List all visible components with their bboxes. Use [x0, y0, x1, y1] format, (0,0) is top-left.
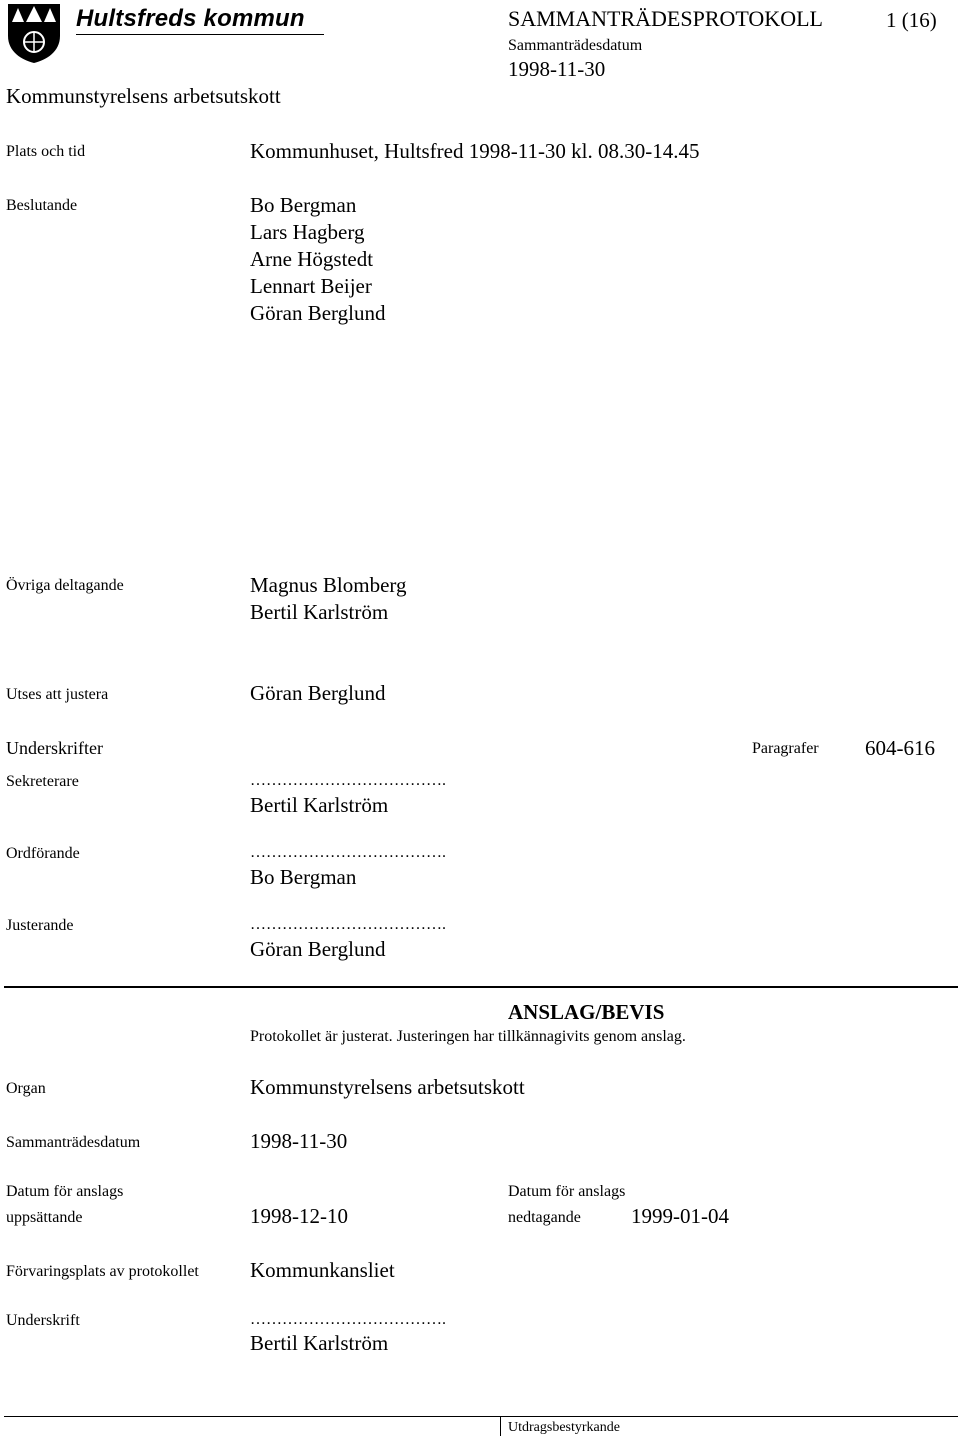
storage-label: Förvaringsplats av protokollet [6, 1263, 199, 1280]
signatures-label: Underskrifter [6, 738, 103, 758]
notice-meeting-date-value: 1998-11-30 [250, 1129, 348, 1153]
signature-line: ………………………………. [250, 844, 446, 861]
deciding-member: Lars Hagberg [250, 220, 365, 244]
other-participants-label: Övriga deltagande [6, 577, 124, 594]
page-indicator: 1 (16) [886, 8, 937, 32]
deciding-member: Lennart Beijer [250, 274, 372, 298]
logo-underline [76, 34, 324, 35]
posted-date-label: Datum för anslags [6, 1183, 124, 1200]
paragraphs-value: 604-616 [865, 736, 935, 760]
organ-label: Organ [6, 1080, 46, 1097]
signature-line: ………………………………. [250, 772, 446, 789]
deciding-label: Beslutande [6, 197, 78, 214]
municipality-crest-icon [6, 2, 62, 64]
deciding-member: Bo Bergman [250, 193, 357, 217]
meeting-date-label: Sammanträdesdatum [508, 37, 643, 54]
notice-meeting-date-label: Sammanträdesdatum [6, 1134, 141, 1151]
signature-name: Bertil Karlström [250, 793, 389, 817]
notice-separator [4, 986, 958, 988]
document-type-title: SAMMANTRÄDESPROTOKOLL [508, 6, 823, 31]
place-time-value: Kommunhuset, Hultsfred 1998-11-30 kl. 08.30-14.45 [250, 139, 700, 163]
signature-role: Sekreterare [6, 773, 79, 790]
signature-name: Bo Bergman [250, 865, 357, 889]
signature-role: Ordförande [6, 845, 80, 862]
municipality-logo-text: Hultsfreds kommun [76, 5, 305, 32]
place-time-label: Plats och tid [6, 143, 86, 160]
notice-title: ANSLAG/BEVIS [508, 1000, 665, 1024]
signature-role: Justerande [6, 917, 74, 934]
notice-signature-line: ………………………………. [250, 1311, 446, 1328]
certification-label: Utdragsbestyrkande [508, 1420, 620, 1435]
other-participant: Bertil Karlström [250, 600, 389, 624]
notice-signature-label: Underskrift [6, 1312, 80, 1329]
storage-value: Kommunkansliet [250, 1258, 395, 1282]
paragraphs-label: Paragrafer [752, 740, 819, 757]
removed-date-label: Datum för anslags [508, 1183, 626, 1200]
adjuster-label: Utses att justera [6, 686, 109, 703]
removed-date-value: 1999-01-04 [631, 1204, 729, 1228]
meeting-date: 1998-11-30 [508, 57, 606, 81]
organ-value: Kommunstyrelsens arbetsutskott [250, 1075, 525, 1099]
notice-signature-name: Bertil Karlström [250, 1331, 389, 1355]
other-participant: Magnus Blomberg [250, 573, 407, 597]
deciding-member: Arne Högstedt [250, 247, 374, 271]
signature-line: ………………………………. [250, 916, 446, 933]
posted-date-value: 1998-12-10 [250, 1204, 348, 1228]
notice-statement: Protokollet är justerat. Justeringen har tillkännagivits genom anslag. [250, 1028, 686, 1045]
removed-date-label-2: nedtagande [508, 1209, 581, 1226]
deciding-member: Göran Berglund [250, 301, 386, 325]
posted-date-label-2: uppsättande [6, 1209, 83, 1226]
adjuster-value: Göran Berglund [250, 681, 386, 705]
body-name: Kommunstyrelsens arbetsutskott [6, 84, 281, 108]
signature-name: Göran Berglund [250, 937, 386, 961]
